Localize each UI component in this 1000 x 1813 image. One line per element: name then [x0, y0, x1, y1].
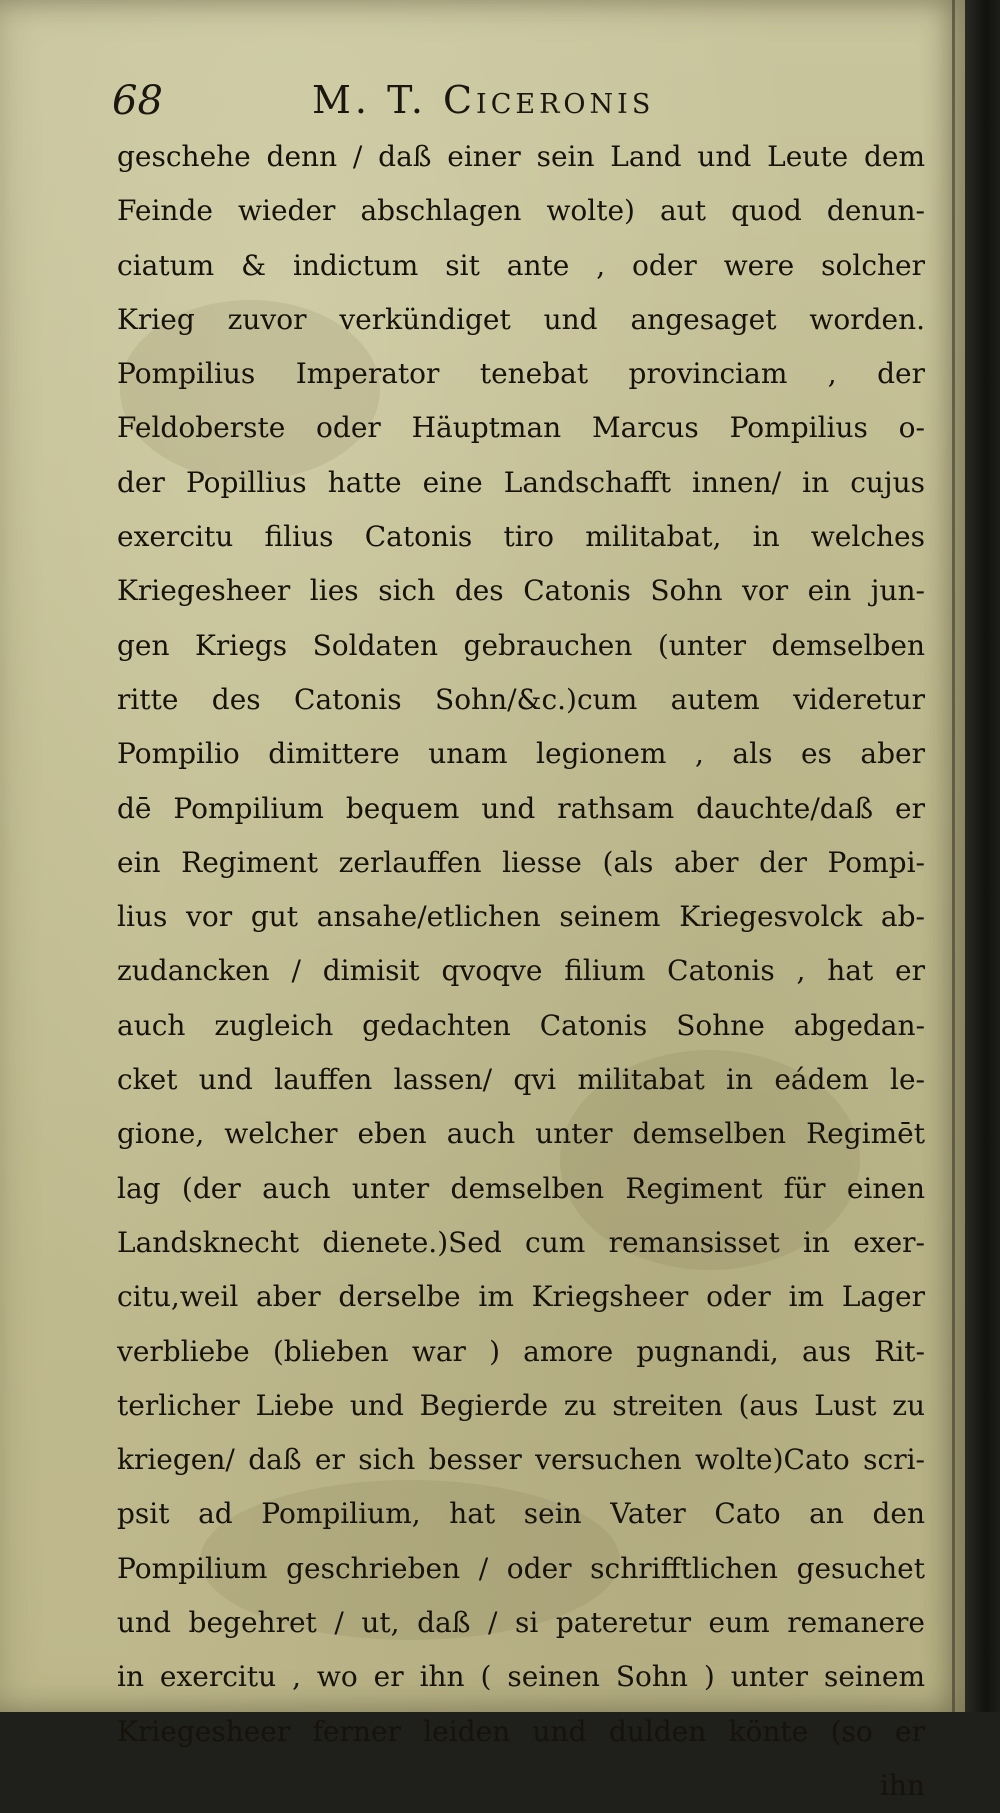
text-line: Kriegesheer lies sich des Catonis Sohn vor ein jun- — [117, 574, 925, 608]
page-header — [112, 78, 912, 128]
page-edge-line — [952, 0, 955, 1712]
text-line: Pompilium geschrieben / oder schrifftlichen gesuchet — [117, 1551, 925, 1585]
text-line: geschehe denn / daß einer sein Land und Leute dem — [117, 140, 925, 173]
text-line: zudancken / dimisit qvoqve filium Catonis , hat er — [117, 954, 925, 988]
text-line: citu,weil aber derselbe im Kriegsheer oder im Lager — [117, 1280, 925, 1314]
text-line: gen Kriegs Soldaten gebrauchen (unter demselben — [117, 628, 925, 662]
text-line: cket und lauffen lassen/ qvi militabat in eádem le- — [117, 1063, 925, 1097]
text-line: Feldoberste oder Häuptman Marcus Pompilius o- — [117, 411, 925, 445]
text-line: terlicher Liebe und Begierde zu streiten (aus Lust zu — [117, 1388, 925, 1422]
text-line: Pompilio dimittere unam legionem , als es aber — [117, 737, 925, 771]
text-line: gione, welcher eben auch unter demselben Regimēt — [117, 1117, 925, 1151]
page-number: 68 — [112, 78, 163, 124]
text-line: auch zugleich gedachten Catonis Sohne abgedan- — [117, 1008, 925, 1042]
catchword: ihn — [879, 1768, 925, 1802]
text-line: lius vor gut ansahe/etlichen seinem Kriegesvolck ab- — [117, 900, 925, 934]
text-line: psit ad Pompilium, hat sein Vater Cato an den — [117, 1497, 925, 1531]
text-line: und begehret / ut, daß / si pateretur eum remanere — [117, 1606, 925, 1640]
text-line: in exercitu , wo er ihn ( seinen Sohn ) unter seinem — [117, 1660, 925, 1694]
text-line: ritte des Catonis Sohn/&c.)cum autem videretur — [117, 682, 925, 716]
text-line: lag (der auch unter demselben Regiment für einen — [117, 1171, 925, 1205]
text-line: kriegen/ daß er sich besser versuchen wolte)Cato scri- — [117, 1443, 925, 1477]
running-head: M. T. Ciceronis — [312, 78, 655, 122]
text-line: dē Pompilium bequem und rathsam dauchte/daß er — [117, 791, 925, 825]
text-line: Pompilius Imperator tenebat provinciam , der — [117, 357, 925, 391]
text-line: ciatum & indictum sit ante , oder were solcher — [117, 248, 925, 282]
text-line: ein Regiment zerlauffen liesse (als aber der Pompi- — [117, 845, 925, 879]
text-line: der Popillius hatte eine Landschafft innen/ in cujus — [117, 465, 925, 499]
text-line: Krieg zuvor verkündiget und angesaget worden. — [117, 302, 925, 336]
binding-gutter — [965, 0, 1000, 1712]
body-text — [117, 130, 925, 1813]
text-line: exercitu filius Catonis tiro militabat, in welches — [117, 520, 925, 554]
text-line: verbliebe (blieben war ) amore pugnandi, aus Rit- — [117, 1334, 925, 1368]
text-line: Kriegesheer ferner leiden und dulden könte (so er — [117, 1714, 925, 1748]
text-line: Feinde wieder abschlagen wolte) aut quod denun- — [117, 194, 925, 228]
text-line: Landsknecht dienete.)Sed cum remansisset in exer- — [117, 1225, 925, 1259]
